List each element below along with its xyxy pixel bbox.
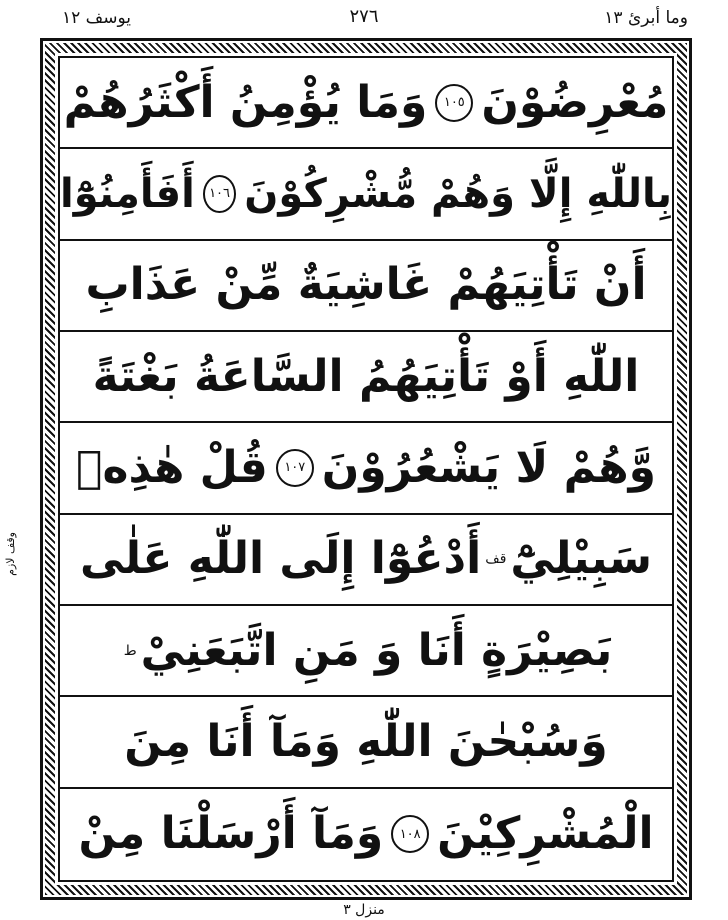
ayah-number-marker: ١٠٧: [276, 449, 314, 487]
ayah-number-marker: ١٠٦: [203, 175, 236, 213]
ayah-number-marker: ١٠٥: [435, 84, 473, 122]
verse-text: اللّٰهِ أَوْ تَأْتِيَهُمُ السَّاعَةُ بَغْتَةً: [92, 350, 640, 402]
verse-line: [60, 241, 672, 332]
header-juz-name: وما أبرئ ١٣: [604, 8, 688, 28]
verse-text: سَبِيْلِيْٓ: [510, 533, 653, 585]
verse-line: [60, 58, 672, 149]
header-surah-name: يوسف ١٢: [62, 8, 132, 28]
verse-text: وَسُبْحٰنَ اللّٰهِ وَمَآ أَنَا مِنَ: [124, 715, 608, 767]
verse-text: وَّهُمْ لَا يَشْعُرُوْنَ: [321, 441, 656, 493]
verse-line: [60, 423, 672, 514]
page-number: ٢٧٦: [349, 6, 379, 27]
verse-text: وَمَا يُؤْمِنُ أَكْثَرُهُمْ: [63, 76, 428, 128]
verse-text: بَصِيْرَةٍ أَنَا وَ مَنِ اتَّبَعَنِيْ: [140, 624, 613, 676]
verse-line: [60, 515, 672, 606]
verse-line: [60, 149, 672, 240]
verse-text: أَنْ تَأْتِيَهُمْ غَاشِيَةٌ مِّنْ عَذَابِ: [85, 259, 647, 311]
ayah-number-marker: ١٠٨: [391, 815, 429, 853]
verse-lines: [60, 58, 672, 880]
verse-line: [60, 789, 672, 880]
waqf-sign: ط: [123, 642, 137, 659]
verse-line: [60, 697, 672, 788]
verse-text: أَفَأَمِنُوْٓا: [60, 170, 195, 217]
verse-text: مُعْرِضُوْنَ: [481, 76, 669, 128]
verse-text: قُلْ هٰذِهٖ: [76, 441, 268, 493]
verse-line: [60, 332, 672, 423]
verse-text: بِاللّٰهِ إِلَّا وَهُمْ مُّشْرِكُوْنَ: [244, 170, 672, 217]
waqf-sign: قف: [485, 551, 507, 568]
verse-text: وَمَآ أَرْسَلْنَا مِنْ: [78, 808, 384, 860]
verse-text: الْمُشْرِكِيْنَ: [437, 808, 654, 860]
verse-line: [60, 606, 672, 697]
margin-waqf-note: وقف لازم: [4, 532, 17, 576]
verse-text: أَدْعُوْٓا إِلَى اللّٰهِ عَلٰى: [79, 533, 482, 585]
manzil-footer: منزل ٣: [343, 902, 385, 918]
